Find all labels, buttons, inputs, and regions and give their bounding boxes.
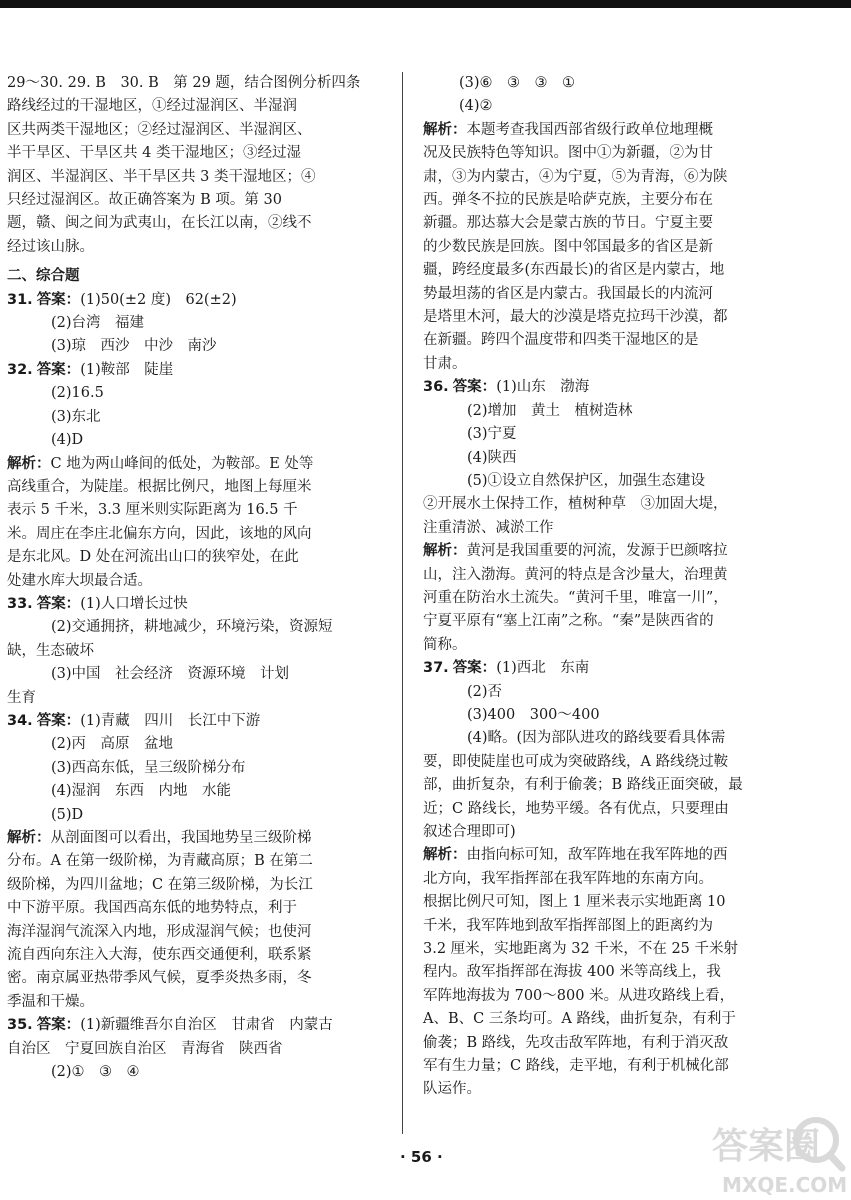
answer-text: 生育 xyxy=(7,689,36,706)
answer-label: 答案： xyxy=(36,1017,81,1034)
explanation-label: 解析： xyxy=(7,830,51,846)
explanation-text: 高线重合，为陡崖。根据比例尺，地图上每厘米 xyxy=(7,478,312,495)
answer-label: 答案： xyxy=(452,660,497,677)
explanation-text: 3.2 厘米，实地距离为 32 千米，不在 25 千米射 xyxy=(423,941,739,958)
explanation-text: 宁夏平原有“塞上江南”之称。“秦”是陕西省的 xyxy=(423,613,714,630)
answer-text: 部，曲折复杂，有利于偷袭；B 路线正面突破，最 xyxy=(423,777,743,794)
watermark-url: MXQE.COM xyxy=(722,1173,848,1197)
answer-text: (2)丙 高原 盆地 xyxy=(51,736,174,753)
explanation-text: 肃，③为内蒙古，④为宁夏，⑤为青海，⑥为陕 xyxy=(423,168,728,185)
answer-text: (5)D xyxy=(51,806,84,823)
explanation-text: 山，注入渤海。黄河的特点是含沙量大，治理黄 xyxy=(423,566,728,583)
explanation-text: 表示 5 千米，3.3 厘米则实际距离为 16.5 千 xyxy=(7,502,298,519)
answer-text: (3)中国 社会经济 资源环境 计划 xyxy=(51,666,290,683)
explanation-text: 偷袭；B 路线，先攻击敌军阵地，有利于消灭敌 xyxy=(423,1034,729,1051)
explanation-text: 况及民族特色等知识。图中①为新疆，②为甘 xyxy=(423,145,713,162)
q35-continued xyxy=(423,72,775,376)
explanation-text: 军阵地海拔为 700～800 米。从进攻路线上看， xyxy=(423,987,735,1004)
explanation-text: 简称。 xyxy=(423,636,467,653)
explanation-text: 新疆。那达慕大会是蒙古族的节日。宁夏主要 xyxy=(423,215,713,232)
right-column xyxy=(423,72,775,1102)
column-divider xyxy=(402,72,403,1134)
answer-text: (1)人口增长过快 xyxy=(80,595,188,612)
explanation-text: 米。周庄在李庄北偏东方向，因此，该地的风向 xyxy=(7,525,312,542)
question-number: 31. xyxy=(7,291,33,308)
answer-text: (3)宁夏 xyxy=(467,426,517,443)
question-number: 34. xyxy=(7,712,33,729)
answer-text: (4)② xyxy=(459,98,493,115)
answer-label: 答案： xyxy=(36,712,81,729)
explanation-text: 中下游平原。我国西高东低的地势特点，利于 xyxy=(7,900,297,917)
text-line: 只经过湿润区。故正确答案为 B 项。第 30 xyxy=(7,192,282,209)
answer-text: (1)山东 渤海 xyxy=(496,379,590,396)
explanation-text: 流自西向东注入大海，使东西交通便利，联系紧 xyxy=(7,947,312,964)
q29-30-answer xyxy=(7,72,390,259)
question-number: 35. xyxy=(7,1017,33,1034)
explanation-text: A、B、C 三条均可。A 路线，曲折复杂，有利于 xyxy=(423,1011,736,1028)
answer-text: (2)台湾 福建 xyxy=(51,315,145,332)
explanation-text: 是塔里木河，最大的沙漠是塔克拉玛干沙漠，都 xyxy=(423,309,728,326)
explanation-text: 黄河是我国重要的河流，发源于巴颜喀拉 xyxy=(466,543,728,560)
text-line: 路线经过的干湿地区，①经过湿润区、半湿润 xyxy=(7,98,297,115)
explanation-text: 是东北风。D 处在河流出山口的狭窄处，在此 xyxy=(7,549,299,566)
explanation-text: 甘肃。 xyxy=(423,355,467,372)
answer-text: (4)D xyxy=(51,432,84,449)
text-line: 区共两类干湿地区；②经过湿润区、半湿润区、 xyxy=(7,121,312,138)
explanation-text: 海洋湿润气流深入内地，形成湿润气候；也使河 xyxy=(7,923,312,940)
explanation-text: 西。弹冬不拉的民族是哈萨克族，主要分布在 xyxy=(423,192,713,209)
explanation-text: 千米，我军阵地到敌军指挥部图上的距离约为 xyxy=(423,917,713,934)
text-line: 半干旱区、干旱区共 4 类干湿地区；③经过湿 xyxy=(7,145,301,162)
q37-answer xyxy=(423,657,775,1102)
answer-text: 自治区 宁夏回族自治区 青海省 陕西省 xyxy=(7,1040,283,1057)
answer-text: (1)青藏 四川 长江中下游 xyxy=(80,712,261,729)
explanation-text: 疆，跨经度最多(东西最长)的省区是内蒙古，地 xyxy=(423,262,725,279)
q32-answer xyxy=(7,359,390,593)
explanation-text: 级阶梯，为四川盆地；C 在第三级阶梯，为长江 xyxy=(7,876,313,893)
explanation-text: 本题考查我国西部省级行政单位地理概 xyxy=(466,121,713,138)
text-line: 29～30. 29. B 30. B 第 29 题，结合图例分析四条 xyxy=(7,75,361,91)
text-line: 经过该山脉。 xyxy=(7,238,94,255)
q36-answer xyxy=(423,376,775,657)
answer-text: (2)否 xyxy=(467,683,503,700)
explanation-label: 解析： xyxy=(423,121,467,138)
explanation-label: 解析： xyxy=(423,543,467,560)
question-number: 37. xyxy=(423,660,449,677)
answer-text: (3)400 300～400 xyxy=(467,706,600,723)
explanation-text: 季温和干燥。 xyxy=(7,993,94,1010)
answer-text: (2)交通拥挤，耕地减少，环境污染，资源短 xyxy=(51,619,333,636)
explanation-text: 根据比例尺可知，图上 1 厘米表示实地距离 10 xyxy=(423,894,726,911)
answer-text: ②开展水土保持工作，植树种草 ③加固大堤， xyxy=(423,496,728,513)
answer-text: (4)湿润 东西 内地 水能 xyxy=(51,783,232,800)
answer-text: 叙述合理即可) xyxy=(423,824,516,840)
answer-text: (4)略。(因为部队进攻的路线要看具体需 xyxy=(467,730,726,747)
explanation-text: 程内。敌军指挥部在海拔 400 米等高线上，我 xyxy=(423,964,721,981)
explanation-text: 由指向标可知，敌军阵地在我军阵地的西 xyxy=(466,847,728,864)
q33-answer xyxy=(7,593,390,710)
answer-text: 缺，生态破坏 xyxy=(7,642,94,659)
answer-text: (1)50(±2 度) 62(±2) xyxy=(80,291,237,308)
answer-text: 近；C 路线长，地势平缓。各有优点，只要理由 xyxy=(423,800,729,817)
answer-text: (3)⑥ ③ ③ ① xyxy=(459,75,576,91)
explanation-label: 解析： xyxy=(423,847,467,864)
q34-answer xyxy=(7,710,390,1014)
q31-answer xyxy=(7,289,390,359)
answer-label: 答案： xyxy=(452,379,497,396)
left-column xyxy=(7,72,390,1084)
answer-label: 答案： xyxy=(36,291,81,308)
section-heading: 二、综合题 xyxy=(7,268,80,285)
explanation-label: 解析： xyxy=(7,455,51,472)
answer-text: (1)西北 东南 xyxy=(496,660,590,677)
question-number: 33. xyxy=(7,595,33,612)
explanation-text: 势最坦荡的省区是内蒙古。我国最长的内流河 xyxy=(423,285,713,302)
answer-text: (3)东北 xyxy=(51,408,101,425)
answer-text: (2)16.5 xyxy=(51,385,104,402)
explanation-text: 分布。A 在第一级阶梯，为青藏高原；B 在第二 xyxy=(7,853,313,870)
watermark-title: 答案圈 xyxy=(712,1126,821,1167)
answer-label: 答案： xyxy=(36,595,81,612)
q35-answer xyxy=(7,1014,390,1084)
answer-text: (1)鞍部 陡崖 xyxy=(80,361,174,378)
answer-text: 要，即使陡崖也可成为突破路线，A 路线绕过鞍 xyxy=(423,753,729,770)
answer-text: (1)新疆维吾尔自治区 甘肃省 内蒙古 xyxy=(80,1017,333,1034)
answer-text: (4)陕西 xyxy=(467,449,517,466)
text-line: 润区、半湿润区、半干旱区共 3 类干湿地区；④ xyxy=(7,168,316,185)
explanation-text: 从剖面图可以看出，我国地势呈三级阶梯 xyxy=(50,830,312,846)
answer-text: (2)① ③ ④ xyxy=(51,1064,140,1081)
page-number: · 56 · xyxy=(400,1148,443,1166)
explanation-text: C 地为两山峰间的低处，为鞍部。E 处等 xyxy=(50,455,314,472)
answer-label: 答案： xyxy=(36,361,81,378)
question-number: 36. xyxy=(423,379,449,396)
explanation-text: 处建水库大坝最合适。 xyxy=(7,572,152,589)
answer-text: 注重清淤、减淤工作 xyxy=(423,519,554,536)
explanation-text: 河重在防治水土流失。“黄河千里，唯富一川”， xyxy=(423,589,728,606)
explanation-text: 的少数民族是回族。图中邻国最多的省区是新 xyxy=(423,238,713,255)
explanation-text: 密。南京属亚热带季风气候，夏季炎热多雨，冬 xyxy=(7,970,312,987)
answer-text: (5)①设立自然保护区，加强生态建设 xyxy=(467,472,706,489)
watermark-logo xyxy=(708,1100,848,1198)
explanation-text: 军有生力量；C 路线，走平地，有利于机械化部 xyxy=(423,1058,729,1075)
answer-text: (3)琼 西沙 中沙 南沙 xyxy=(51,338,217,355)
answer-text: (3)西高东低，呈三级阶梯分布 xyxy=(51,759,246,776)
answer-text: (2)增加 黄土 植树造林 xyxy=(467,402,633,419)
text-line: 题，赣、闽之间为武夷山，在长江以南，②线不 xyxy=(7,215,312,232)
top-border xyxy=(0,0,851,8)
question-number: 32. xyxy=(7,361,33,378)
explanation-text: 队运作。 xyxy=(423,1081,481,1098)
explanation-text: 在新疆。跨四个温度带和四类干湿地区的是 xyxy=(423,332,699,349)
explanation-text: 北方向，我军指挥部在我军阵地的东南方向。 xyxy=(423,870,713,887)
